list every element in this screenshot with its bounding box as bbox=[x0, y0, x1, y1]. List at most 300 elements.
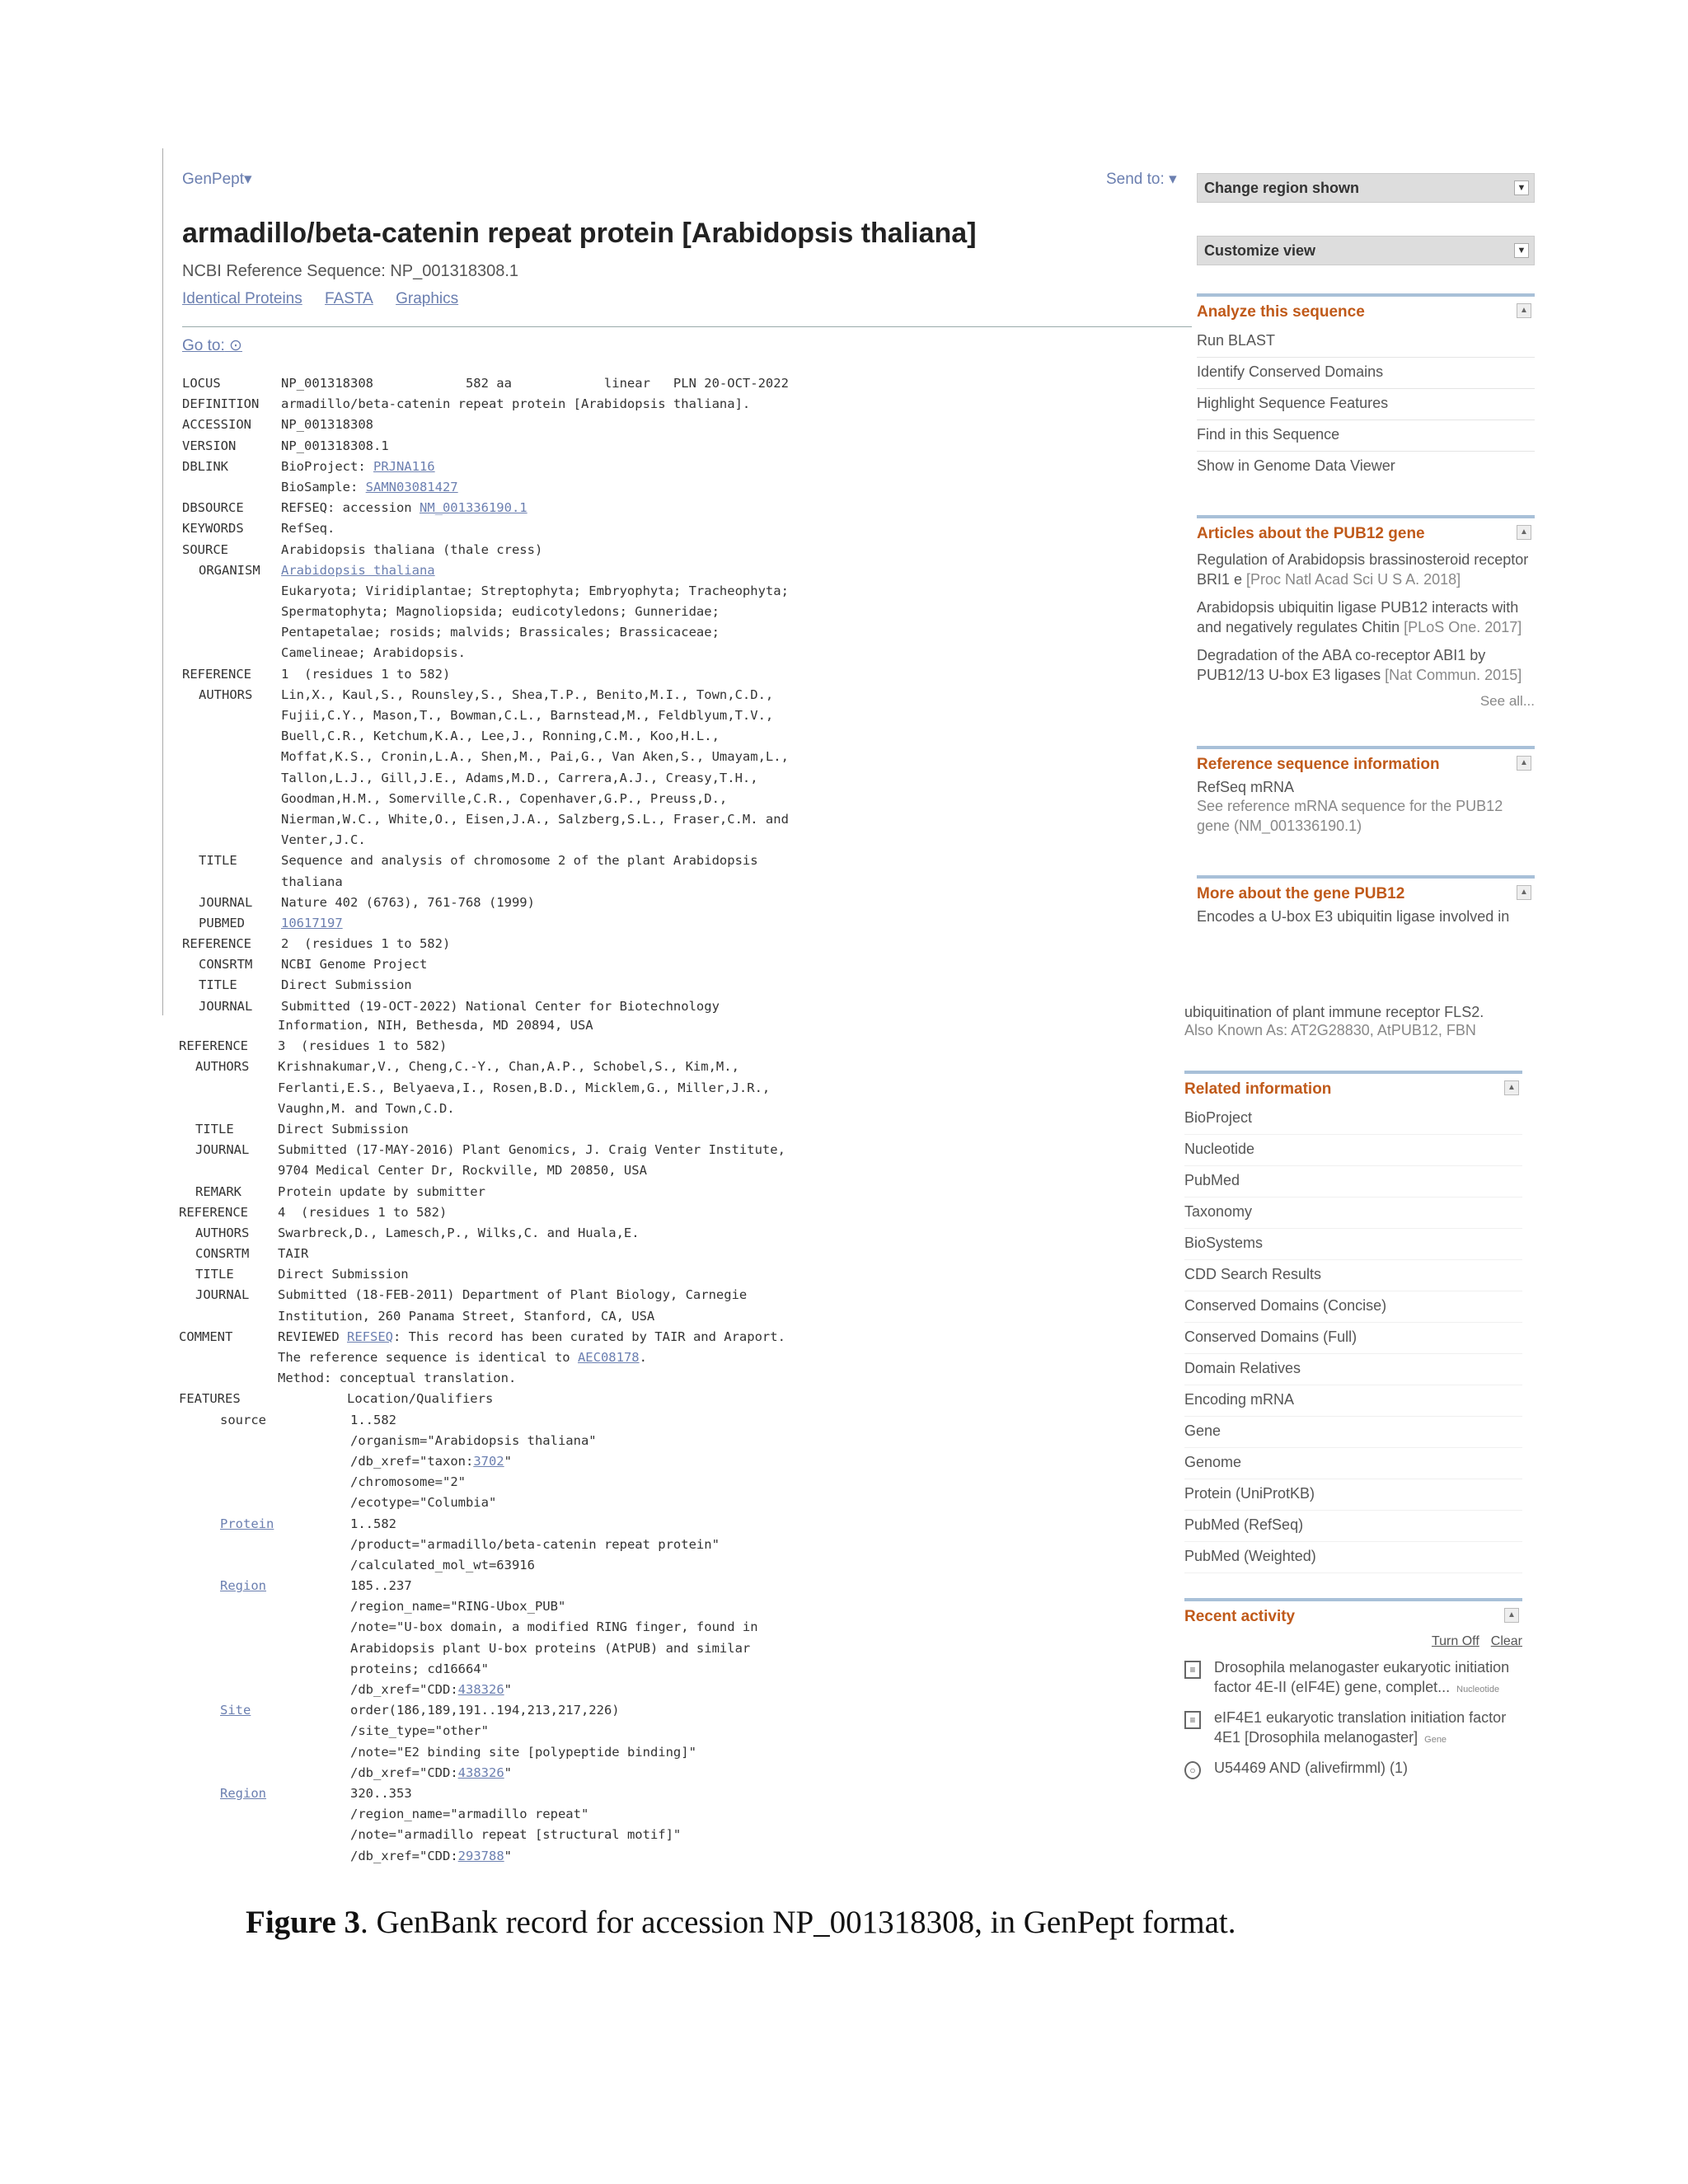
sidebar bbox=[1197, 173, 1535, 926]
panel-title: More about the gene PUB12 bbox=[1197, 885, 1405, 902]
record-value: Submitted (18-FEB-2011) Department of Plant Biology, Carnegie bbox=[278, 1287, 748, 1303]
feature-value: /site_type="other" bbox=[350, 1723, 489, 1739]
record-value: Nierman,W.C., White,O., Eisen,J.A., Salzberg,S.L., Fraser,C.M. and bbox=[281, 811, 789, 827]
record-bottom bbox=[179, 1015, 785, 1867]
record-line bbox=[182, 996, 789, 1017]
record-line bbox=[179, 1389, 785, 1409]
refseq-label: NCBI Reference Sequence: NP_001318308.1 bbox=[182, 262, 519, 280]
record-link[interactable]: SAMN03081427 bbox=[365, 479, 458, 494]
record-subkey: AUTHORS bbox=[195, 1059, 250, 1075]
record-key: KEYWORDS bbox=[182, 521, 244, 537]
record-value: Direct Submission bbox=[278, 1121, 409, 1137]
feature-value: Arabidopsis plant U-box proteins (AtPUB) and similar bbox=[350, 1640, 751, 1656]
feature-key bbox=[179, 1431, 278, 1451]
refseq-mrna-desc: See reference mRNA sequence for the PUB12 gene (NM_001336190.1) bbox=[1197, 798, 1503, 834]
record-value: NP_001318308 582 aa linear PLN 20-OCT-2022 bbox=[281, 376, 789, 391]
record-line bbox=[182, 768, 789, 789]
panel-title: Analyze this sequence bbox=[1197, 303, 1365, 321]
record-key: ACCESSION bbox=[182, 417, 251, 433]
record-subkey: CONSRTM bbox=[195, 1246, 250, 1262]
record-line bbox=[182, 373, 789, 394]
panel-title: Articles about the PUB12 gene bbox=[1197, 525, 1425, 542]
record-line bbox=[182, 664, 789, 685]
record-value: Camelineae; Arabidopsis. bbox=[281, 645, 466, 661]
related-list bbox=[1184, 1104, 1522, 1573]
feature-value: order(186,189,191..194,213,217,226) bbox=[350, 1703, 620, 1718]
record-value: . bbox=[639, 1350, 647, 1365]
record-value: BioProject: bbox=[281, 458, 373, 474]
record-key bbox=[182, 789, 281, 809]
feature-value: 1..582 bbox=[350, 1516, 396, 1531]
record-line bbox=[179, 1099, 785, 1119]
record-line bbox=[182, 872, 789, 893]
record-value: Buell,C.R., Ketchum,K.A., Lee,J., Ronning,C.M., Koo,H.L., bbox=[281, 729, 720, 744]
record-value: armadillo/beta-catenin repeat protein [Arabidopsis thaliana]. bbox=[281, 396, 751, 412]
screenshot bbox=[162, 148, 1535, 1863]
record-line bbox=[182, 830, 789, 851]
record-line bbox=[179, 1514, 785, 1535]
record-subkey: JOURNAL bbox=[195, 1287, 250, 1303]
feature-value: proteins; cd16664" bbox=[350, 1661, 489, 1676]
gene-desc: Encodes a U-box E3 ubiquitin ligase involved in bbox=[1197, 908, 1510, 925]
record-value: REFSEQ: accession bbox=[281, 500, 420, 516]
refseq-mrna-link[interactable]: RefSeq mRNA bbox=[1197, 779, 1295, 795]
record-line bbox=[182, 747, 789, 767]
record-value: 4 (residues 1 to 582) bbox=[278, 1204, 448, 1220]
record-value: RefSeq. bbox=[281, 521, 335, 537]
record-subkey: TITLE bbox=[195, 1267, 234, 1282]
record-value: Submitted (17-MAY-2016) Plant Genomics, J. Craig Venter Institute, bbox=[278, 1142, 785, 1158]
chevron-down-icon: ▼ bbox=[1514, 180, 1529, 195]
record-link[interactable]: 3702 bbox=[473, 1453, 504, 1469]
record-key bbox=[179, 1306, 278, 1327]
record-link[interactable]: 438326 bbox=[457, 1765, 504, 1780]
record-line bbox=[182, 954, 789, 975]
record-value: Tallon,L.J., Gill,J.E., Adams,M.D., Carrera,A.J., Creasy,T.H., bbox=[281, 770, 758, 785]
chevron-down-icon: ▼ bbox=[1514, 243, 1529, 258]
record-line bbox=[182, 851, 789, 871]
record-subkey: TITLE bbox=[195, 1121, 234, 1137]
record-value: Sequence and analysis of chromosome 2 of the plant Arabidopsis bbox=[281, 853, 758, 869]
feature-value: /note="armadillo repeat [structural motif]" bbox=[350, 1827, 682, 1843]
panel-title: Reference sequence information bbox=[1197, 756, 1440, 773]
feature-key bbox=[179, 1493, 278, 1513]
search-icon: ○ bbox=[1184, 1761, 1201, 1779]
record-value: Swarbreck,D., Lamesch,P., Wilks,C. and Huala,E. bbox=[278, 1225, 640, 1240]
record-line bbox=[182, 643, 789, 663]
record-line bbox=[179, 1244, 785, 1264]
gene-aliases: Also Known As: AT2G28830, AtPUB12, FBN bbox=[1184, 1022, 1476, 1038]
gene-desc-cont: ubiquitination of plant immune receptor FLS2. bbox=[1184, 1004, 1484, 1020]
record-key bbox=[182, 581, 281, 602]
related-link[interactable]: Protein (UniProtKB) bbox=[1184, 1479, 1522, 1511]
record-key: DBLINK bbox=[182, 458, 228, 474]
record-line bbox=[179, 1410, 785, 1431]
record-line bbox=[179, 1638, 785, 1659]
recent-controls bbox=[1184, 1634, 1522, 1649]
record-line bbox=[179, 1327, 785, 1347]
record-key bbox=[182, 747, 281, 767]
record-value: " bbox=[504, 1453, 512, 1469]
feature-key bbox=[179, 1659, 278, 1680]
collapse-icon[interactable]: ▲ bbox=[1517, 885, 1531, 900]
feature-value: /db_xref="taxon: bbox=[350, 1453, 474, 1469]
record-line bbox=[182, 622, 789, 643]
record-key: VERSION bbox=[182, 438, 237, 453]
record-line bbox=[179, 1659, 785, 1680]
record-value: 3 (residues 1 to 582) bbox=[278, 1038, 448, 1054]
articles-panel bbox=[1197, 515, 1535, 710]
record-key bbox=[182, 622, 281, 643]
related-link[interactable]: Conserved Domains (Full) bbox=[1184, 1323, 1522, 1354]
graphics-link[interactable]: Graphics bbox=[396, 290, 459, 307]
page-title: armadillo/beta-catenin repeat protein [Arabidopsis thaliana] bbox=[182, 218, 977, 249]
feature-value: /product="armadillo/beta-catenin repeat protein" bbox=[350, 1536, 720, 1552]
send-to-menu[interactable]: Send to: ▾ bbox=[1106, 171, 1177, 188]
record-key: REFERENCE bbox=[179, 1204, 248, 1220]
record-line bbox=[179, 1202, 785, 1223]
feature-key bbox=[179, 1638, 278, 1659]
feature-value: /region_name="armadillo repeat" bbox=[350, 1807, 589, 1822]
record-line bbox=[179, 1285, 785, 1305]
record-link[interactable]: AEC08178 bbox=[577, 1350, 640, 1365]
record-line bbox=[179, 1721, 785, 1741]
record-value: TAIR bbox=[278, 1246, 309, 1262]
feature-key bbox=[179, 1742, 278, 1763]
record-value: Institution, 260 Panama Street, Stanford, CA, USA bbox=[278, 1308, 655, 1324]
record-link[interactable]: NM_001336190.1 bbox=[419, 500, 528, 516]
record-value: REVIEWED bbox=[278, 1329, 347, 1344]
document-icon: ≡ bbox=[1184, 1711, 1201, 1729]
record-value: Arabidopsis thaliana (thale cress) bbox=[281, 541, 543, 557]
record-subkey: AUTHORS bbox=[199, 687, 253, 702]
record-value: Spermatophyta; Magnoliopsida; eudicotyledons; Gunneridae; bbox=[281, 604, 720, 620]
change-region-dropdown[interactable]: Change region shown ▼ bbox=[1197, 173, 1535, 203]
record-value: Venter,J.C. bbox=[281, 832, 366, 848]
record-value: Krishnakumar,V., Cheng,C.-Y., Chan,A.P., Schobel,S., Kim,M., bbox=[278, 1059, 739, 1075]
record-line bbox=[179, 1680, 785, 1700]
record-line bbox=[182, 913, 789, 934]
record-value: " bbox=[504, 1682, 512, 1697]
record-line bbox=[179, 1119, 785, 1140]
record-value: : This record has been curated by TAIR and Araport. bbox=[393, 1329, 785, 1344]
feature-value: 185..237 bbox=[350, 1578, 412, 1594]
record-line bbox=[182, 685, 789, 705]
feature-key bbox=[179, 1472, 278, 1493]
record-line bbox=[182, 518, 789, 539]
record-line bbox=[182, 705, 789, 726]
related-link[interactable]: PubMed (Weighted) bbox=[1184, 1542, 1522, 1573]
feature-value: /calculated_mol_wt=63916 bbox=[350, 1557, 535, 1572]
record-value: NP_001318308 bbox=[281, 417, 373, 433]
feature-key bbox=[179, 1825, 278, 1845]
record-line bbox=[179, 1742, 785, 1763]
record-line bbox=[182, 394, 789, 415]
record-link[interactable]: 438326 bbox=[457, 1682, 504, 1697]
feature-value: /ecotype="Columbia" bbox=[350, 1495, 497, 1511]
gene-panel bbox=[1197, 875, 1535, 926]
record-key bbox=[182, 809, 281, 830]
record-value: Direct Submission bbox=[278, 1267, 409, 1282]
feature-key-link[interactable]: Site bbox=[220, 1703, 251, 1718]
record-line bbox=[182, 809, 789, 830]
record-line bbox=[179, 1783, 785, 1804]
record-value: Protein update by submitter bbox=[278, 1183, 485, 1199]
document-icon: ≡ bbox=[1184, 1661, 1201, 1679]
record-key bbox=[182, 726, 281, 747]
record-key bbox=[182, 872, 281, 893]
feature-value: /note="U-box domain, a modified RING finger, found in bbox=[350, 1619, 758, 1635]
record-value: Ferlanti,E.S., Belyaeva,I., Rosen,B.D., Micklem,G., Miller,J.R., bbox=[278, 1080, 771, 1095]
record-key: DEFINITION bbox=[182, 396, 260, 412]
record-value: Pentapetalae; rosids; malvids; Brassicales; Brassicaceae; bbox=[281, 625, 720, 640]
record-subkey: CONSRTM bbox=[199, 957, 253, 972]
record-link[interactable]: 293788 bbox=[457, 1848, 504, 1863]
goto-link[interactable]: Go to: ⊙ bbox=[182, 337, 242, 354]
record-line bbox=[179, 1223, 785, 1244]
record-line bbox=[179, 1182, 785, 1202]
related-link[interactable]: Taxonomy bbox=[1184, 1197, 1522, 1229]
record-line bbox=[179, 1015, 785, 1036]
run-blast-link[interactable]: Run BLAST bbox=[1197, 326, 1535, 358]
record-line bbox=[179, 1846, 785, 1867]
record-value: Goodman,H.M., Somerville,C.R., Copenhaver,G.P., Preuss,D., bbox=[281, 790, 728, 806]
record-key: REFERENCE bbox=[179, 1038, 248, 1054]
record-line bbox=[179, 1057, 785, 1077]
sidebar-continued bbox=[1184, 1002, 1522, 1788]
record-line bbox=[179, 1264, 785, 1285]
figure-label: Figure 3 bbox=[246, 1905, 361, 1940]
record-value: Direct Submission bbox=[281, 977, 412, 993]
record-value: Lin,X., Kaul,S., Rounsley,S., Shea,T.P., Benito,M.I., Town,C.D., bbox=[281, 687, 774, 702]
record-subkey: TITLE bbox=[199, 977, 237, 993]
feature-value: /note="E2 binding site [polypeptide binding]" bbox=[350, 1744, 696, 1760]
top-frame bbox=[162, 148, 1535, 1015]
collapse-icon[interactable]: ▲ bbox=[1517, 756, 1531, 771]
record-subkey: REMARK bbox=[195, 1183, 241, 1199]
record-line bbox=[179, 1160, 785, 1181]
record-line bbox=[179, 1825, 785, 1845]
record-value: NP_001318308.1 bbox=[281, 438, 389, 453]
record-key bbox=[179, 1347, 278, 1368]
record-line bbox=[179, 1140, 785, 1160]
record-line bbox=[179, 1804, 785, 1825]
record-line bbox=[179, 1555, 785, 1576]
record-key bbox=[182, 602, 281, 622]
feature-key bbox=[179, 1555, 278, 1576]
related-link[interactable]: Conserved Domains (Concise) bbox=[1184, 1291, 1522, 1323]
feature-key bbox=[179, 1804, 278, 1825]
record-value: Moffat,K.S., Cronin,L.A., Shen,M., Pai,G., Van Aken,S., Umayam,L., bbox=[281, 749, 789, 765]
identical-proteins-link[interactable]: Identical Proteins bbox=[182, 290, 302, 307]
recent-panel bbox=[1184, 1598, 1522, 1780]
record-key bbox=[182, 830, 281, 851]
record-value: Submitted (19-OCT-2022) National Center for Biotechnology bbox=[281, 998, 720, 1014]
record-line bbox=[182, 602, 789, 622]
record-value: Method: conceptual translation. bbox=[278, 1371, 517, 1386]
feature-key bbox=[179, 1846, 278, 1867]
related-link[interactable]: Encoding mRNA bbox=[1184, 1385, 1522, 1417]
fasta-link[interactable]: FASTA bbox=[325, 290, 373, 307]
record-value: Information, NIH, Bethesda, MD 20894, USA bbox=[278, 1018, 593, 1033]
collapse-icon[interactable]: ▲ bbox=[1517, 303, 1531, 318]
article-link[interactable]: Regulation of Arabidopsis brassinosteroid receptor BRI1 e [Proc Natl Acad Sci U S A. 2018] bbox=[1197, 551, 1529, 588]
recent-item[interactable]: ○ U54469 AND (alivefirmml) (1) bbox=[1184, 1758, 1522, 1780]
feature-key bbox=[179, 1680, 278, 1700]
feature-value: /region_name="RING-Ubox_PUB" bbox=[350, 1599, 566, 1615]
figure-caption bbox=[246, 1904, 1236, 1941]
record-line bbox=[179, 1576, 785, 1596]
identify-domains-link[interactable]: Identify Conserved Domains bbox=[1197, 358, 1535, 389]
record-link[interactable]: Arabidopsis thaliana bbox=[281, 562, 435, 578]
record-value: Location/Qualifiers bbox=[278, 1391, 494, 1407]
feature-key bbox=[179, 1617, 278, 1638]
record-line bbox=[182, 934, 789, 954]
record-line bbox=[182, 457, 789, 477]
feature-key bbox=[179, 1535, 278, 1555]
record-key: REFERENCE bbox=[182, 936, 251, 952]
record-key: REFERENCE bbox=[182, 666, 251, 682]
record-value: BioSample: bbox=[281, 479, 366, 494]
record-subkey: PUBMED bbox=[199, 915, 245, 930]
record-value: " bbox=[504, 1848, 512, 1863]
feature-key-link[interactable]: Region bbox=[220, 1578, 266, 1594]
recent-item[interactable]: ≡ eIF4E1 eukaryotic translation initiation factor 4E1 [Drosophila melanogaster] Gene bbox=[1184, 1708, 1522, 1750]
record-line bbox=[179, 1451, 785, 1472]
record-line bbox=[182, 560, 789, 581]
customize-view-dropdown[interactable]: Customize view ▼ bbox=[1197, 236, 1535, 265]
record-key: DBSOURCE bbox=[182, 500, 244, 516]
collapse-icon[interactable]: ▲ bbox=[1517, 525, 1531, 540]
record-subkey: ORGANISM bbox=[199, 562, 260, 578]
recent-item[interactable]: ≡ Drosophila melanogaster eukaryotic initiation factor 4E-II (eIF4E) gene, complet... Nucleotide bbox=[1184, 1657, 1522, 1699]
record-key bbox=[179, 1368, 278, 1389]
view-links bbox=[182, 290, 476, 308]
record-line bbox=[182, 726, 789, 747]
record-line bbox=[179, 1763, 785, 1783]
find-in-sequence-link[interactable]: Find in this Sequence bbox=[1197, 420, 1535, 452]
record-value: thaliana bbox=[281, 874, 343, 889]
record-key bbox=[182, 643, 281, 663]
record-key bbox=[179, 1099, 278, 1119]
record-line bbox=[179, 1431, 785, 1451]
record-value: " bbox=[504, 1765, 512, 1780]
record-value: The reference sequence is identical to bbox=[278, 1350, 578, 1365]
record-subkey: JOURNAL bbox=[199, 998, 253, 1014]
record-subkey: JOURNAL bbox=[195, 1142, 250, 1158]
frame-edge bbox=[162, 148, 163, 1015]
record-line bbox=[179, 1306, 785, 1327]
record-key: COMMENT bbox=[179, 1329, 233, 1344]
record-value: NCBI Genome Project bbox=[281, 957, 428, 972]
divider bbox=[182, 326, 1192, 327]
record-line bbox=[182, 436, 789, 457]
feature-value: 320..353 bbox=[350, 1785, 412, 1801]
record-value: Fujii,C.Y., Mason,T., Bowman,C.L., Barnstead,M., Feldblyum,T.V., bbox=[281, 708, 774, 723]
turn-off-link[interactable]: Turn Off bbox=[1431, 1634, 1479, 1648]
record-line bbox=[179, 1078, 785, 1099]
record-line bbox=[179, 1596, 785, 1617]
feature-value: 1..582 bbox=[350, 1412, 396, 1427]
related-link[interactable]: Gene bbox=[1184, 1417, 1522, 1448]
record-key bbox=[179, 1160, 278, 1181]
article-link[interactable]: Arabidopsis ubiquitin ligase PUB12 interacts with and negatively regulates Chitin [PLoS One. 2017] bbox=[1197, 599, 1522, 635]
record-link[interactable]: REFSEQ bbox=[347, 1329, 393, 1344]
genpept-menu[interactable]: GenPept▾ bbox=[182, 171, 252, 188]
panel-title: Related information bbox=[1184, 1080, 1332, 1098]
record-line bbox=[179, 1493, 785, 1513]
record-value: 1 (residues 1 to 582) bbox=[281, 666, 451, 682]
feature-key-link[interactable]: Protein bbox=[220, 1516, 274, 1531]
record-line bbox=[182, 581, 789, 602]
related-link[interactable]: Domain Relatives bbox=[1184, 1354, 1522, 1385]
related-link[interactable]: Genome bbox=[1184, 1448, 1522, 1479]
related-link[interactable]: CDD Search Results bbox=[1184, 1260, 1522, 1291]
record-subkey: JOURNAL bbox=[199, 894, 253, 910]
record-key bbox=[182, 705, 281, 726]
record-line bbox=[179, 1700, 785, 1721]
related-link[interactable]: PubMed bbox=[1184, 1166, 1522, 1197]
related-link[interactable]: BioSystems bbox=[1184, 1229, 1522, 1260]
caption-text: . GenBank record for accession NP_001318308, in GenPept format. bbox=[360, 1905, 1236, 1940]
analyze-panel bbox=[1197, 293, 1535, 482]
record-key bbox=[182, 477, 281, 498]
record-line bbox=[179, 1368, 785, 1389]
clear-link[interactable]: Clear bbox=[1490, 1634, 1522, 1648]
genome-viewer-link[interactable]: Show in Genome Data Viewer bbox=[1197, 457, 1395, 474]
feature-key-link[interactable]: Region bbox=[220, 1785, 266, 1801]
record-subkey: TITLE bbox=[199, 853, 237, 869]
feature-key bbox=[179, 1451, 278, 1472]
related-panel bbox=[1184, 1071, 1522, 1573]
feature-key: source bbox=[220, 1412, 266, 1427]
record-line bbox=[179, 1036, 785, 1057]
record-top bbox=[182, 373, 789, 1017]
related-link[interactable]: BioProject bbox=[1184, 1104, 1522, 1135]
feature-key bbox=[179, 1763, 278, 1783]
record-line bbox=[182, 540, 789, 560]
feature-key bbox=[179, 1596, 278, 1617]
record-line bbox=[179, 1472, 785, 1493]
record-key: FEATURES bbox=[179, 1391, 241, 1407]
article-link[interactable]: Degradation of the ABA co-receptor ABI1 by PUB12/13 U-box E3 ligases [Nat Commun. 2015] bbox=[1197, 647, 1522, 683]
related-link[interactable]: PubMed (RefSeq) bbox=[1184, 1511, 1522, 1542]
record-link[interactable]: 10617197 bbox=[281, 915, 343, 930]
record-value: 2 (residues 1 to 582) bbox=[281, 936, 451, 952]
record-line bbox=[182, 415, 789, 435]
record-key bbox=[179, 1078, 278, 1099]
record-line bbox=[179, 1617, 785, 1638]
record-line bbox=[182, 975, 789, 996]
record-line bbox=[179, 1535, 785, 1555]
see-all-link[interactable]: See all... bbox=[1479, 693, 1535, 709]
collapse-icon[interactable]: ▲ bbox=[1504, 1080, 1519, 1095]
collapse-icon[interactable]: ▲ bbox=[1504, 1608, 1519, 1623]
record-value: Nature 402 (6763), 761-768 (1999) bbox=[281, 894, 535, 910]
record-line bbox=[179, 1347, 785, 1368]
panel-title: Recent activity bbox=[1184, 1608, 1296, 1625]
highlight-features-link[interactable]: Highlight Sequence Features bbox=[1197, 389, 1535, 420]
feature-value: /db_xref="CDD: bbox=[350, 1848, 458, 1863]
record-link[interactable]: PRJNA116 bbox=[373, 458, 435, 474]
feature-value: /db_xref="CDD: bbox=[350, 1682, 458, 1697]
record-key: LOCUS bbox=[182, 376, 221, 391]
related-link[interactable]: Nucleotide bbox=[1184, 1135, 1522, 1166]
record-subkey: AUTHORS bbox=[195, 1225, 250, 1240]
record-value: Vaughn,M. and Town,C.D. bbox=[278, 1100, 455, 1116]
feature-value: /db_xref="CDD: bbox=[350, 1765, 458, 1780]
refseq-panel bbox=[1197, 746, 1535, 836]
